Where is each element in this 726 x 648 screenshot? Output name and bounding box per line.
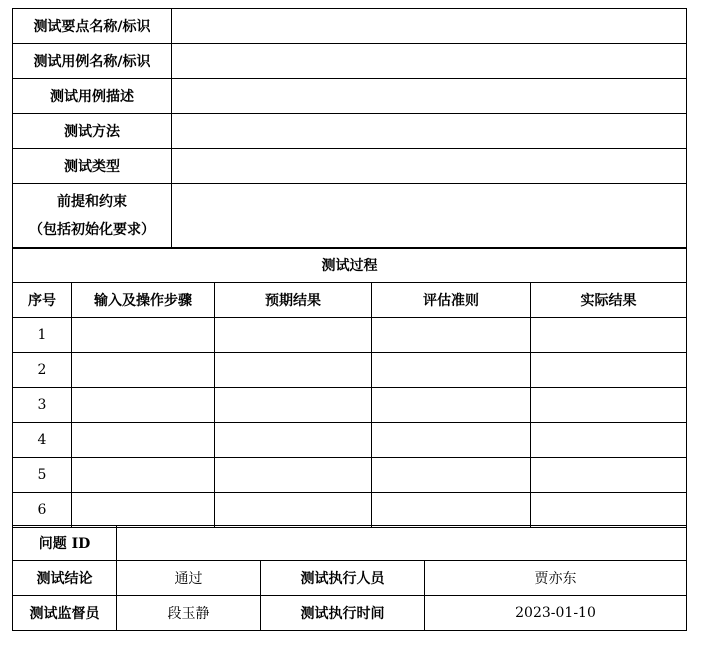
- row-actual[interactable]: [531, 353, 687, 388]
- row-criteria[interactable]: [372, 493, 531, 528]
- header-actual: 实际结果: [531, 283, 687, 318]
- precondition-value[interactable]: [172, 184, 687, 249]
- conclusion-label: 测试结论: [13, 561, 117, 596]
- row-test-point: [13, 9, 687, 44]
- test-info-table: [12, 8, 687, 249]
- row-steps[interactable]: [72, 353, 215, 388]
- row-issue: [13, 526, 687, 561]
- row-actual[interactable]: [531, 388, 687, 423]
- process-header-row: [13, 283, 687, 318]
- executor-label: 测试执行人员: [261, 561, 425, 596]
- test-type-label: 测试类型: [13, 149, 172, 184]
- test-result-table: [12, 525, 687, 631]
- test-point-value[interactable]: [172, 9, 687, 44]
- row-criteria[interactable]: [372, 388, 531, 423]
- process-title: 测试过程: [13, 248, 687, 283]
- header-seq: 序号: [13, 283, 72, 318]
- row-expected[interactable]: [215, 318, 372, 353]
- row-seq: 1: [13, 318, 72, 353]
- row-criteria[interactable]: [372, 353, 531, 388]
- supervisor-label: 测试监督员: [13, 596, 117, 631]
- header-criteria: 评估准则: [372, 283, 531, 318]
- header-steps: 输入及操作步骤: [72, 283, 215, 318]
- test-process-table: [12, 247, 687, 528]
- row-seq: 6: [13, 493, 72, 528]
- test-method-value[interactable]: [172, 114, 687, 149]
- row-supervisor: [13, 596, 687, 631]
- table-row: [13, 388, 687, 423]
- row-test-case: [13, 44, 687, 79]
- row-expected[interactable]: [215, 388, 372, 423]
- row-steps[interactable]: [72, 423, 215, 458]
- row-seq: 2: [13, 353, 72, 388]
- row-seq: 3: [13, 388, 72, 423]
- table-row: [13, 423, 687, 458]
- exec-time-label: 测试执行时间: [261, 596, 425, 631]
- issue-id-value[interactable]: [117, 526, 687, 561]
- exec-time-value[interactable]: 2023-01-10: [425, 596, 687, 631]
- test-point-label: 测试要点名称/标识: [13, 9, 172, 44]
- row-test-type: [13, 149, 687, 184]
- supervisor-value[interactable]: 段玉静: [117, 596, 261, 631]
- table-row: [13, 318, 687, 353]
- row-seq: 5: [13, 458, 72, 493]
- row-actual[interactable]: [531, 458, 687, 493]
- conclusion-value[interactable]: 通过: [117, 561, 261, 596]
- issue-id-label: 问题 ID: [13, 526, 117, 561]
- table-row: [13, 493, 687, 528]
- row-criteria[interactable]: [372, 458, 531, 493]
- row-conclusion: [13, 561, 687, 596]
- row-expected[interactable]: [215, 353, 372, 388]
- process-title-row: [13, 248, 687, 283]
- precondition-label-line1: 前提和约束: [57, 194, 127, 210]
- row-precondition: [13, 184, 687, 249]
- test-case-label: 测试用例名称/标识: [13, 44, 172, 79]
- table-row: [13, 353, 687, 388]
- row-expected[interactable]: [215, 493, 372, 528]
- row-expected[interactable]: [215, 458, 372, 493]
- test-method-label: 测试方法: [13, 114, 172, 149]
- row-steps[interactable]: [72, 318, 215, 353]
- row-criteria[interactable]: [372, 318, 531, 353]
- row-steps[interactable]: [72, 388, 215, 423]
- header-expected: 预期结果: [215, 283, 372, 318]
- row-criteria[interactable]: [372, 423, 531, 458]
- test-type-value[interactable]: [172, 149, 687, 184]
- row-actual[interactable]: [531, 423, 687, 458]
- executor-value[interactable]: 贾亦东: [425, 561, 687, 596]
- row-expected[interactable]: [215, 423, 372, 458]
- test-desc-label: 测试用例描述: [13, 79, 172, 114]
- row-test-method: [13, 114, 687, 149]
- row-test-desc: [13, 79, 687, 114]
- row-actual[interactable]: [531, 493, 687, 528]
- test-case-value[interactable]: [172, 44, 687, 79]
- test-desc-value[interactable]: [172, 79, 687, 114]
- precondition-label-line2: （包括初始化要求）: [29, 222, 155, 238]
- table-row: [13, 458, 687, 493]
- row-steps[interactable]: [72, 458, 215, 493]
- row-actual[interactable]: [531, 318, 687, 353]
- row-steps[interactable]: [72, 493, 215, 528]
- row-seq: 4: [13, 423, 72, 458]
- precondition-label: [13, 184, 172, 249]
